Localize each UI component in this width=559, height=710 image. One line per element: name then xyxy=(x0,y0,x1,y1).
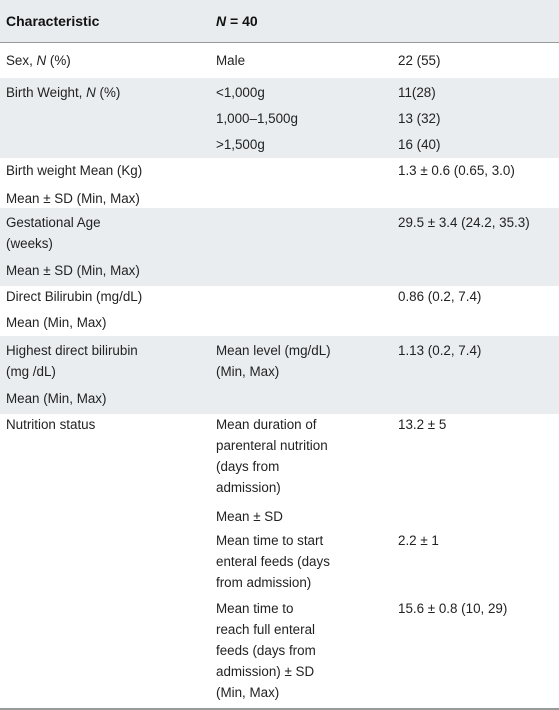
cell-line: Mean ± SD (Min, Max) xyxy=(6,263,140,278)
cell-line: (mg /dL) xyxy=(6,364,56,379)
cell-n xyxy=(216,340,331,382)
table-row xyxy=(0,336,559,386)
cell-characteristic xyxy=(6,188,140,209)
cell-value: 11(28) xyxy=(398,85,436,100)
cell-line: (days from xyxy=(216,459,280,474)
cell-value: 2.2 ± 1 xyxy=(398,533,439,548)
cell-line: feeds (days from xyxy=(216,643,316,658)
cell-line: enteral feeds (days xyxy=(216,554,330,569)
cell-line: Gestational Age xyxy=(6,215,101,230)
cell-characteristic xyxy=(6,286,142,307)
cell-characteristic xyxy=(6,340,138,382)
cell-value: 0.86 (0.2, 7.4) xyxy=(398,289,482,304)
table-row xyxy=(0,78,559,106)
cell-text-run: Sex, xyxy=(6,53,37,68)
cell-line: Mean time to start xyxy=(216,533,324,548)
cell-characteristic xyxy=(6,160,142,181)
cell-text-run: (%) xyxy=(95,85,121,100)
cell-characteristic xyxy=(6,312,106,333)
cell-line: parenteral nutrition xyxy=(216,438,328,453)
table-row xyxy=(0,308,559,338)
table-row xyxy=(0,46,559,74)
cell-characteristic xyxy=(6,260,140,281)
cell-line: Mean ± SD (Min, Max) xyxy=(6,191,140,206)
cell-characteristic xyxy=(6,388,106,409)
cell-value: 15.6 ± 0.8 (10, 29) xyxy=(398,601,508,616)
table-row xyxy=(0,104,559,132)
cell-characteristic xyxy=(6,212,101,254)
cell-line: Nutrition status xyxy=(6,417,96,432)
table-row xyxy=(0,526,559,596)
table-header xyxy=(0,0,559,43)
cell-text-run: N xyxy=(36,53,47,68)
cell-value: 13.2 ± 5 xyxy=(398,417,447,432)
cell-line: (Min, Max) xyxy=(216,364,280,379)
cell-text-run: Birth Weight, xyxy=(6,85,87,100)
cell-n xyxy=(216,530,330,593)
cell-n: <1,000g xyxy=(216,85,265,100)
cell-line: Mean level (mg/dL) xyxy=(216,343,331,358)
table-row xyxy=(0,130,559,158)
cell-line: Highest direct bilirubin xyxy=(6,343,138,358)
cell-line: from admission) xyxy=(216,575,312,590)
header-n-rest: = 40 xyxy=(226,13,258,29)
cell-value: 1.3 ± 0.6 (0.65, 3.0) xyxy=(398,163,515,178)
cell-line: Mean time to xyxy=(216,601,294,616)
cell-line: reach full enteral xyxy=(216,622,315,637)
cell-line: Birth weight Mean (Kg) xyxy=(6,163,143,178)
cell-n: Male xyxy=(216,53,246,68)
cell-value: 29.5 ± 3.4 (24.2, 35.3) xyxy=(398,215,530,230)
cell-value: 1.13 (0.2, 7.4) xyxy=(398,343,482,358)
cell-line: Mean (Min, Max) xyxy=(6,315,107,330)
cell-line: Direct Bilirubin (mg/dL) xyxy=(6,289,143,304)
cell-line: admission) xyxy=(216,480,281,495)
cell-characteristic xyxy=(6,82,120,103)
cell-value: 22 (55) xyxy=(398,53,441,68)
header-n xyxy=(216,13,258,29)
cell-text-run: (%) xyxy=(46,53,71,68)
cell-characteristic xyxy=(6,414,95,435)
header-n-italic: N xyxy=(216,13,227,29)
cell-characteristic xyxy=(6,50,71,71)
table-row xyxy=(0,156,559,186)
table-row xyxy=(0,594,559,708)
table-row xyxy=(0,208,559,258)
cell-line: Mean (Min, Max) xyxy=(6,391,107,406)
cell-n: 1,000–1,500g xyxy=(216,111,298,126)
cell-line: (weeks) xyxy=(6,236,53,251)
table-row xyxy=(0,410,559,500)
cell-line: Mean duration of xyxy=(216,417,317,432)
cell-value: 13 (32) xyxy=(398,111,441,126)
cell-n: >1,500g xyxy=(216,137,265,152)
cell-n: Mean ± SD xyxy=(216,509,283,524)
cell-value: 16 (40) xyxy=(398,137,441,152)
cell-line: (Min, Max) xyxy=(216,685,280,700)
cell-n xyxy=(216,414,328,498)
header-characteristic: Characteristic xyxy=(6,13,100,29)
cell-text-run: N xyxy=(86,85,96,100)
cell-line: admission) ± SD xyxy=(216,664,315,679)
cell-n xyxy=(216,598,316,703)
